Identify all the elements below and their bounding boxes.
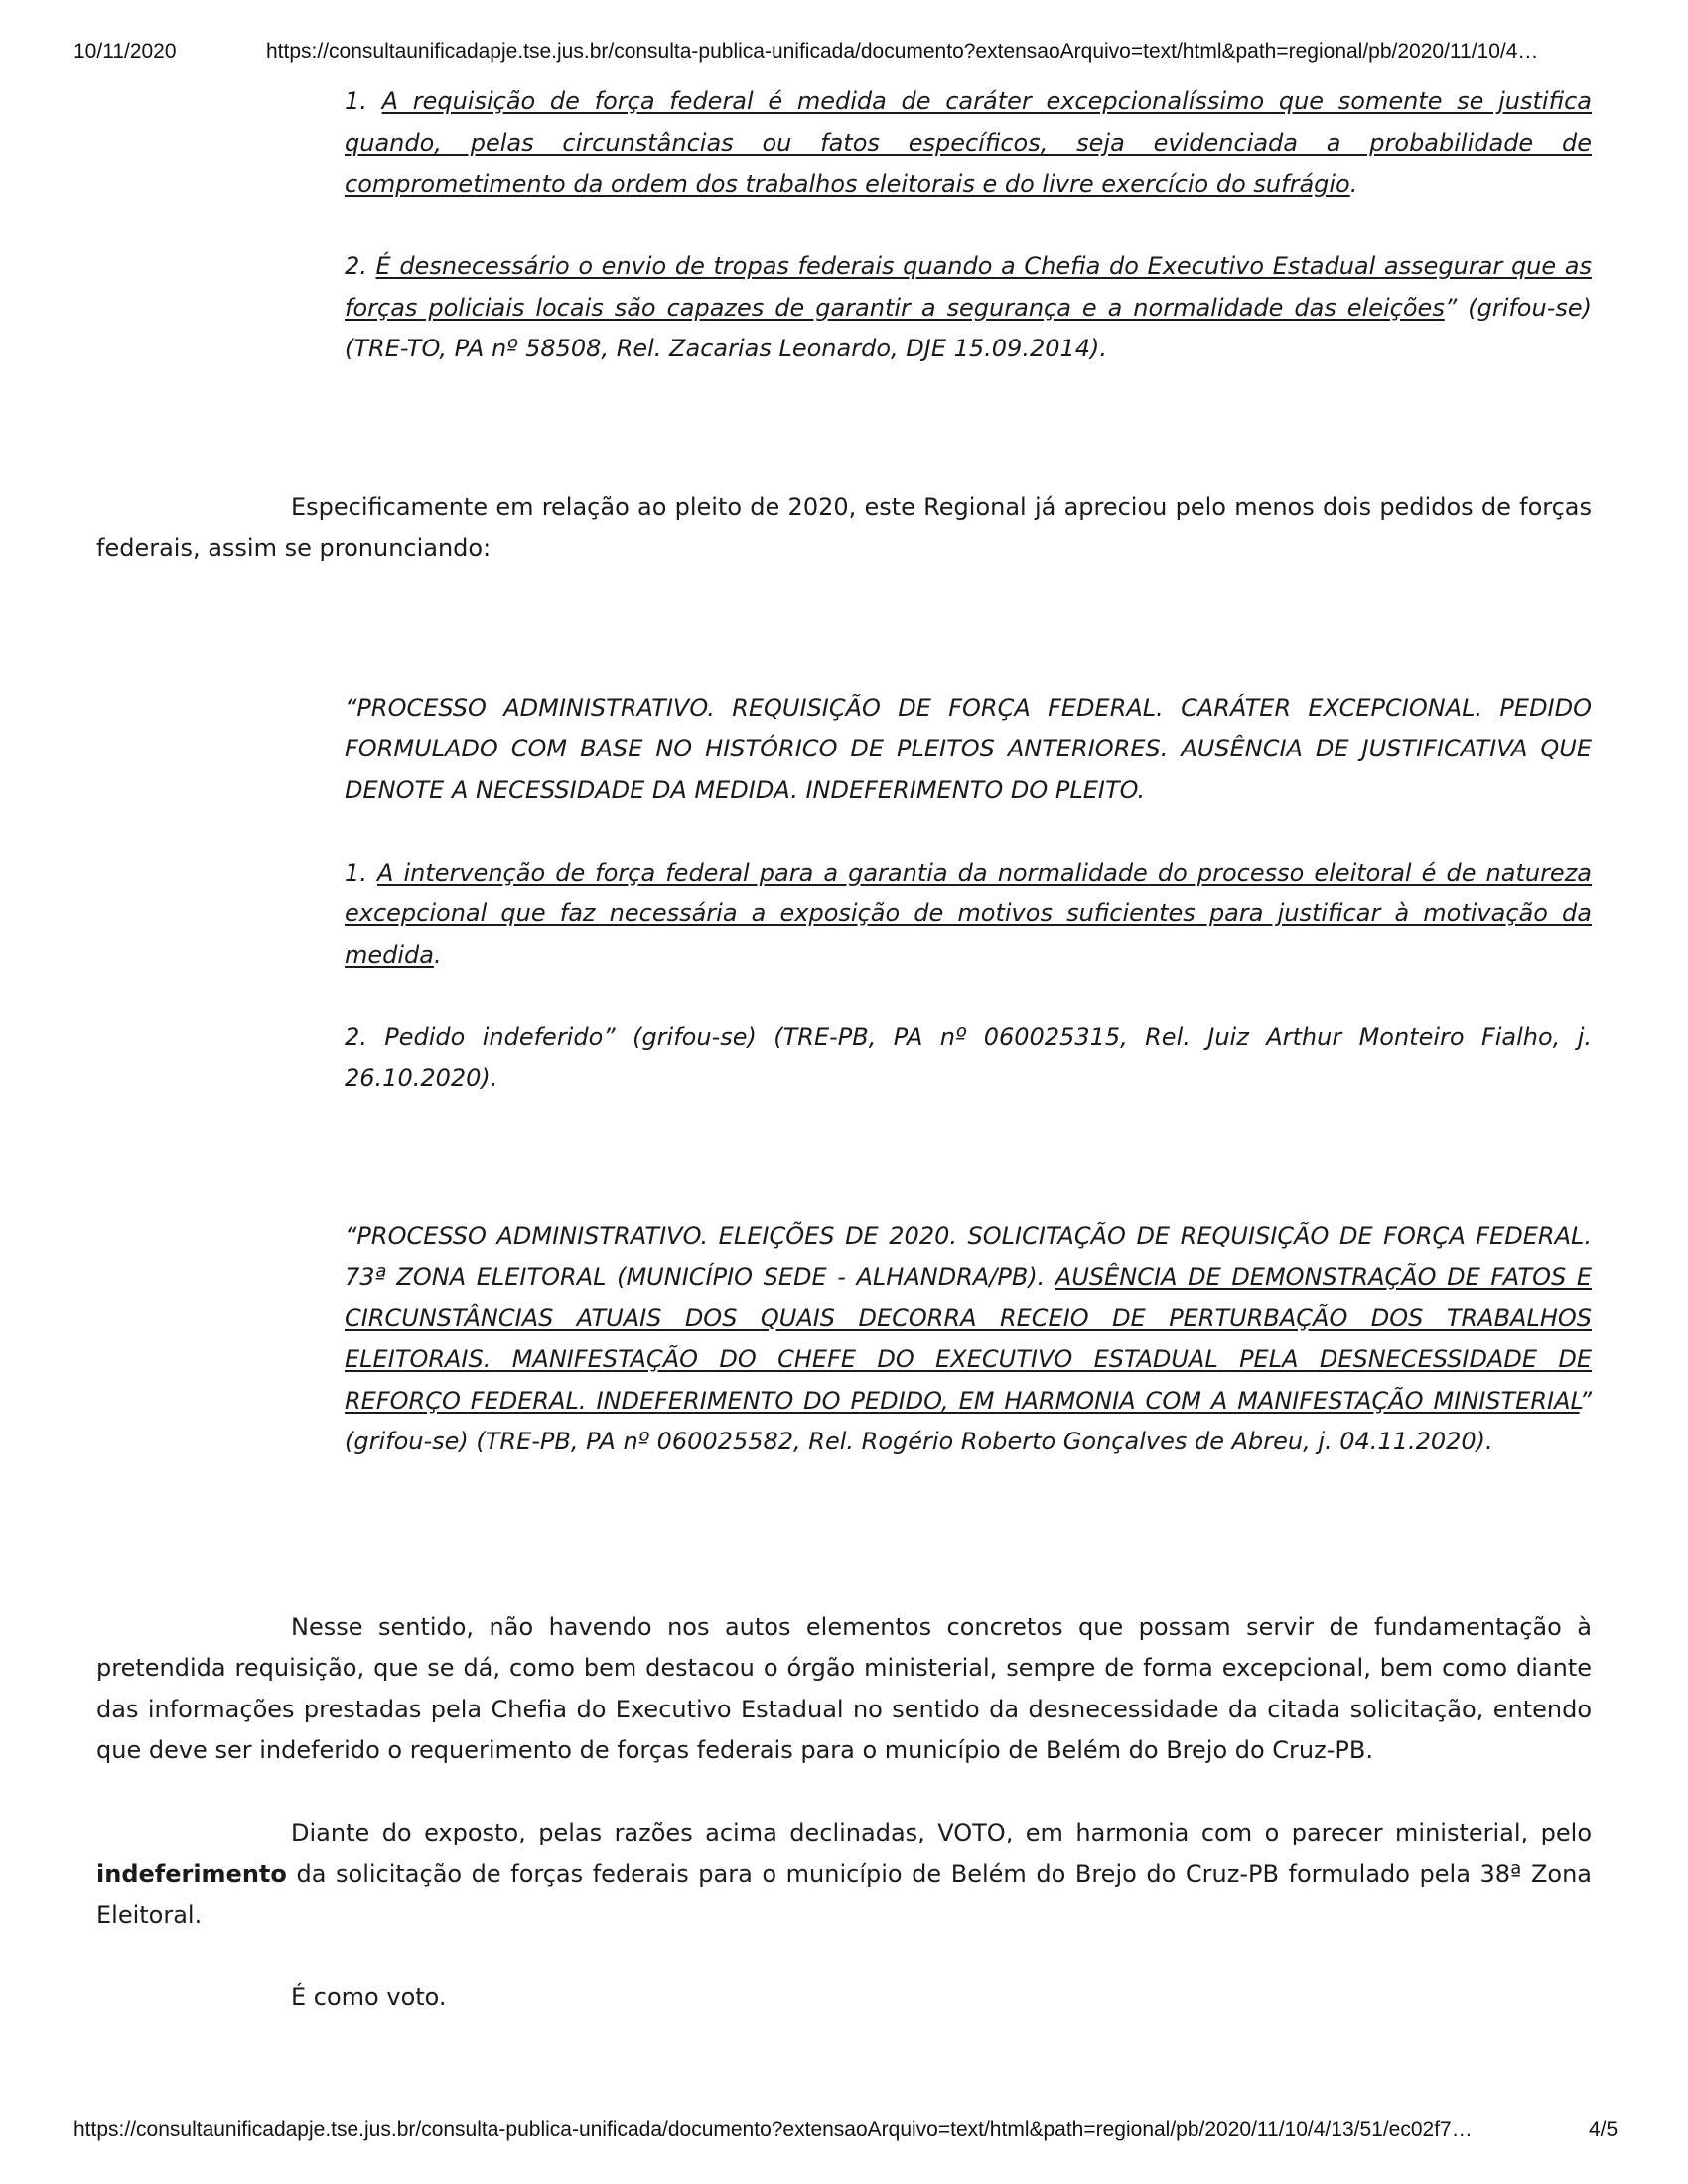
citation-block-tre-pb-2 [345,1216,1592,1463]
item-suffix: . [434,940,442,969]
underlined-emphasis: AUSÊNCIA DE DEMONSTRAÇÃO DE FATOS E CIRCUNSTÂNCIAS ATUAIS DOS QUAIS DECORRA RECEIO DE PERTURBAÇÃO DOS TRABALHOS ELEITORAIS. MANIFESTAÇÃO DO CHEFE DO EXECUTIVO ESTADUAL PELA DESNECESSIDADE DE REFORÇO FEDERAL. INDEFERIMENTO DO PEDIDO, EM HARMONIA COM A MANIFESTAÇÃO MINISTERIAL [345,1263,1592,1415]
paragraph-specifically: Especificamente em relação ao pleito de 2020, este Regional já apreciou pelo menos dois pedidos de forças federais, assim se pronunciando: [96,492,1592,562]
citation-text [345,1216,1592,1463]
item-number: 2. [345,252,376,280]
underlined-emphasis: É desnecessário o envio de tropas federais quando a Chefia do Executivo Estadual assegurar que as forças policiais locais são capazes de garantir a segurança e a normalidade das eleições [345,252,1592,322]
citation-reference: ” (grifou-se) (TRE-TO, PA nº 58508, Rel. Zacarias Leonardo, DJE 15.09.2014). [345,293,1592,362]
citation-block-tre-to [345,81,1592,370]
print-date: 10/11/2020 [73,40,177,63]
citation-item-1 [345,81,1592,205]
citation-block-tre-pb-1 [345,688,1592,1100]
print-footer-url: https://consultaunificadapje.tse.jus.br/consulta-publica-unificada/documento?extensaoArquivo=text/html&path=regional/pb/2020/11/10/4/13/51/ec02f7… [73,2118,1473,2141]
item-number: 1. [345,87,382,115]
citation-plain: “PROCESSO ADMINISTRATIVO. ELEIÇÕES DE 2020. SOLICITAÇÃO DE REQUISIÇÃO DE FORÇA FEDERAL. 73ª ZONA ELEITORAL (MUNICÍPIO SEDE - ALHANDRA/PB). [345,1221,1592,1291]
print-header-url: https://consultaunificadapje.tse.jus.br/consulta-publica-unificada/documento?extensaoArquivo=text/html&path=regional/pb/2020/11/10/4… [266,40,1539,63]
page-number: 4/5 [1589,2118,1618,2141]
citation-item-1 [345,853,1592,977]
document-body [96,81,1592,2019]
closing-statement: É como voto. [291,1983,447,2011]
citation-item-2: 2. Pedido indeferido” (grifou-se) (TRE-PB, PA nº 060025315, Rel. Juiz Arthur Monteiro Fialho, j. 26.10.2020). [345,1023,1592,1092]
underlined-emphasis: A intervenção de força federal para a garantia da normalidade do processo eleitoral é de natureza excepcional que faz necessária a exposição de motivos suficientes para justificar à motivação da medida [345,858,1593,969]
item-number: 1. [345,858,377,887]
underlined-emphasis: A requisição de força federal é medida de caráter excepcionalíssimo que somente se justifica quando, pelas circunstâncias ou fatos específicos, seja evidenciada a probabilidade de comprometimento da ordem dos trabalhos eleitorais e do livre exercício do sufrágio [345,87,1593,198]
item-suffix: . [1349,170,1358,198]
paragraph-vote [96,1813,1592,1937]
paragraph-reasoning: Nesse sentido, não havendo nos autos elementos concretos que possam servir de fundamentação à pretendida requisição, que se dá, como bem destacou o órgão ministerial, sempre de forma excepcional, bem como diante das informações prestadas pela Chefia do Executivo Estadual no sentido da desnecessidade da citada solicitação, entendo que deve ser indeferido o requerimento de forças federais para o município de Belém do Brejo do Cruz-PB. [96,1612,1592,1764]
citation-heading: “PROCESSO ADMINISTRATIVO. REQUISIÇÃO DE FORÇA FEDERAL. CARÁTER EXCEPCIONAL. PEDIDO FORMULADO COM BASE NO HISTÓRICO DE PLEITOS ANTERIORES. AUSÊNCIA DE JUSTIFICATIVA QUE DENOTE A NECESSIDADE DA MEDIDA. INDEFERIMENTO DO PLEITO. [345,693,1592,804]
citation-item-2 [345,246,1592,370]
bold-emphasis: indeferimento [96,1859,287,1888]
vote-text-before: Diante do exposto, pelas razões acima declinadas, VOTO, em harmonia com o parecer ministerial, pelo [291,1819,1592,1846]
citation-reference: ” (grifou-se) (TRE-PB, PA nº 060025582, Rel. Rogério Roberto Gonçalves de Abreu, j. 04.11.2020). [345,1386,1592,1455]
vote-text-after: da solicitação de forças federais para o município de Belém do Brejo do Cruz-PB formulado pela 38ª Zona Eleitoral. [96,1859,1592,1929]
